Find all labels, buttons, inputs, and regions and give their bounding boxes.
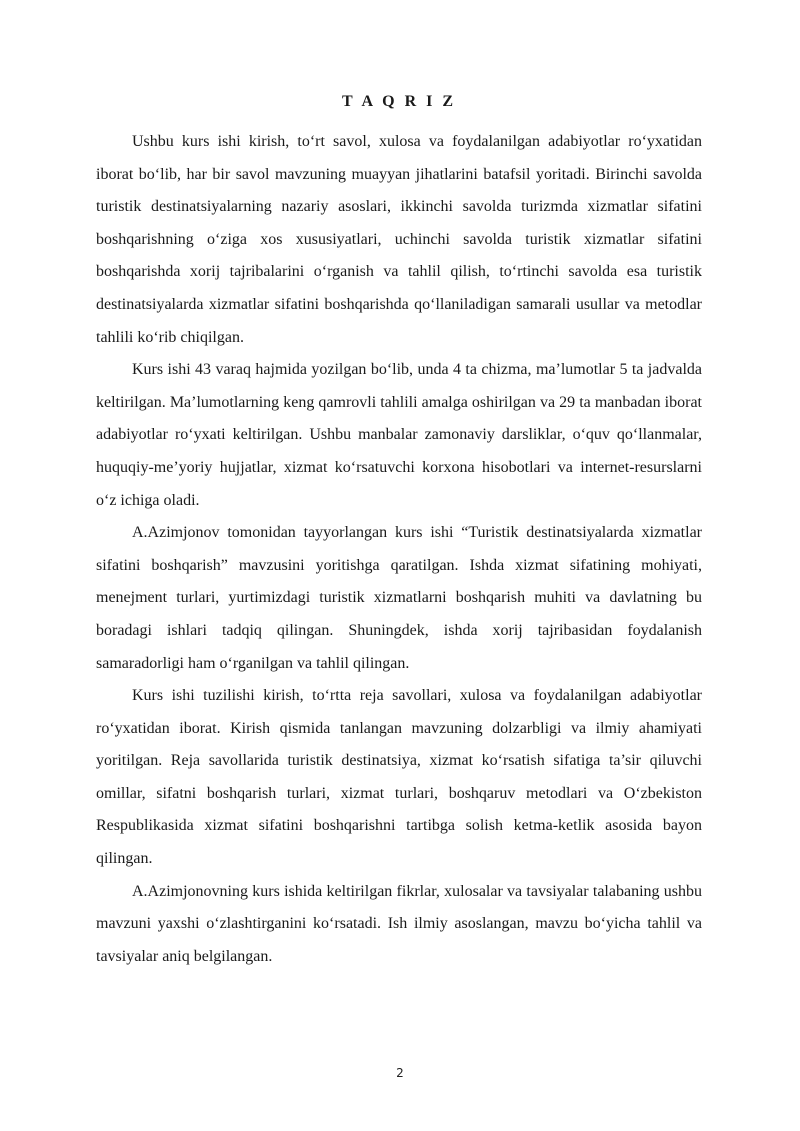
- paragraph-4: Kurs ishi tuzilishi kirish, to‘rtta reja savollari, xulosa va foydalanilgan adabiyotlar ro‘yxatidan iborat. Kirish qismida tanlangan mavzuning dolzarbligi va ilmiy ahamiyati yoritilgan. Reja savollarida turistik destinatsiya, xizmat ko‘rsatish sifatiga ta’sir qiluvchi omillar, sifatni boshqarish turlari, xizmat turlari, boshqaruv metodlari va O‘zbekiston Respublikasida xizmat sifatini boshqarishni tartibga solish ketma-ketlik asosida bayon qilingan.: [96, 687, 702, 868]
- paragraph-2: Kurs ishi 43 varaq hajmida yozilgan bo‘lib, unda 4 ta chizma, ma’lumotlar 5 ta jadvalda keltirilgan. Ma’lumotlarning keng qamrovli tahlili amalga oshirilgan va 29 ta manbadan iborat adabiyotlar ro‘yxati keltirilgan. Ushbu manbalar zamonaviy darsliklar, o‘quv qo‘llanmalar, huquqiy-me’yoriy hujjatlar, xizmat ko‘rsatuvchi korxona hisobotlari va internet-resurslarni o‘z ichiga oladi.: [96, 361, 702, 509]
- document-title: T A Q R I Z: [341, 93, 457, 110]
- paragraph-1: Ushbu kurs ishi kirish, to‘rt savol, xulosa va foydalanilgan adabiyotlar ro‘yxatidan iborat bo‘lib, har bir savol mavzuning muayyan jihatlarini batafsil yoritadi. Birinchi savolda turistik destinatsiyalarning nazariy asoslari, ikkinchi savolda turizmda xizmatlar sifatini boshqarishning o‘ziga xos xususiyatlari, uchinchi savolda turistik xizmatlar sifatini boshqarishda xorij tajribalarini o‘rganish va tahlil qilish, to‘rtinchi savolda esa turistik destinatsiyalarda xizmatlar sifatini boshqarishda qo‘llaniladigan samarali usullar va metodlar tahlili ko‘rib chiqilgan.: [96, 133, 702, 346]
- document-body: [96, 92, 702, 973]
- paragraph-5: A.Azimjonovning kurs ishida keltirilgan fikrlar, xulosalar va tavsiyalar talabaning ushbu mavzuni yaxshi o‘zlashtirganini ko‘rsatadi. Ish ilmiy asoslangan, mavzu bo‘yicha tahlil va tavsiyalar aniq belgilangan.: [96, 882, 702, 965]
- page-number: 2: [396, 1066, 404, 1080]
- paragraph-3: A.Azimjonov tomonidan tayyorlangan kurs ishi “Turistik destinatsiyalarda xizmatlar sifatini boshqarish” mavzusini yoritishga qaratilgan. Ishda xizmat sifatining mohiyati, menejment turlari, yurtimizdagi turistik xizmatlarni boshqarish muhiti va davlatning bu boradagi ishlari tadqiq qilingan. Shuningdek, ishda xorij tajribasidan foydalanish samaradorligi ham o‘rganilgan va tahlil qilingan.: [96, 524, 702, 672]
